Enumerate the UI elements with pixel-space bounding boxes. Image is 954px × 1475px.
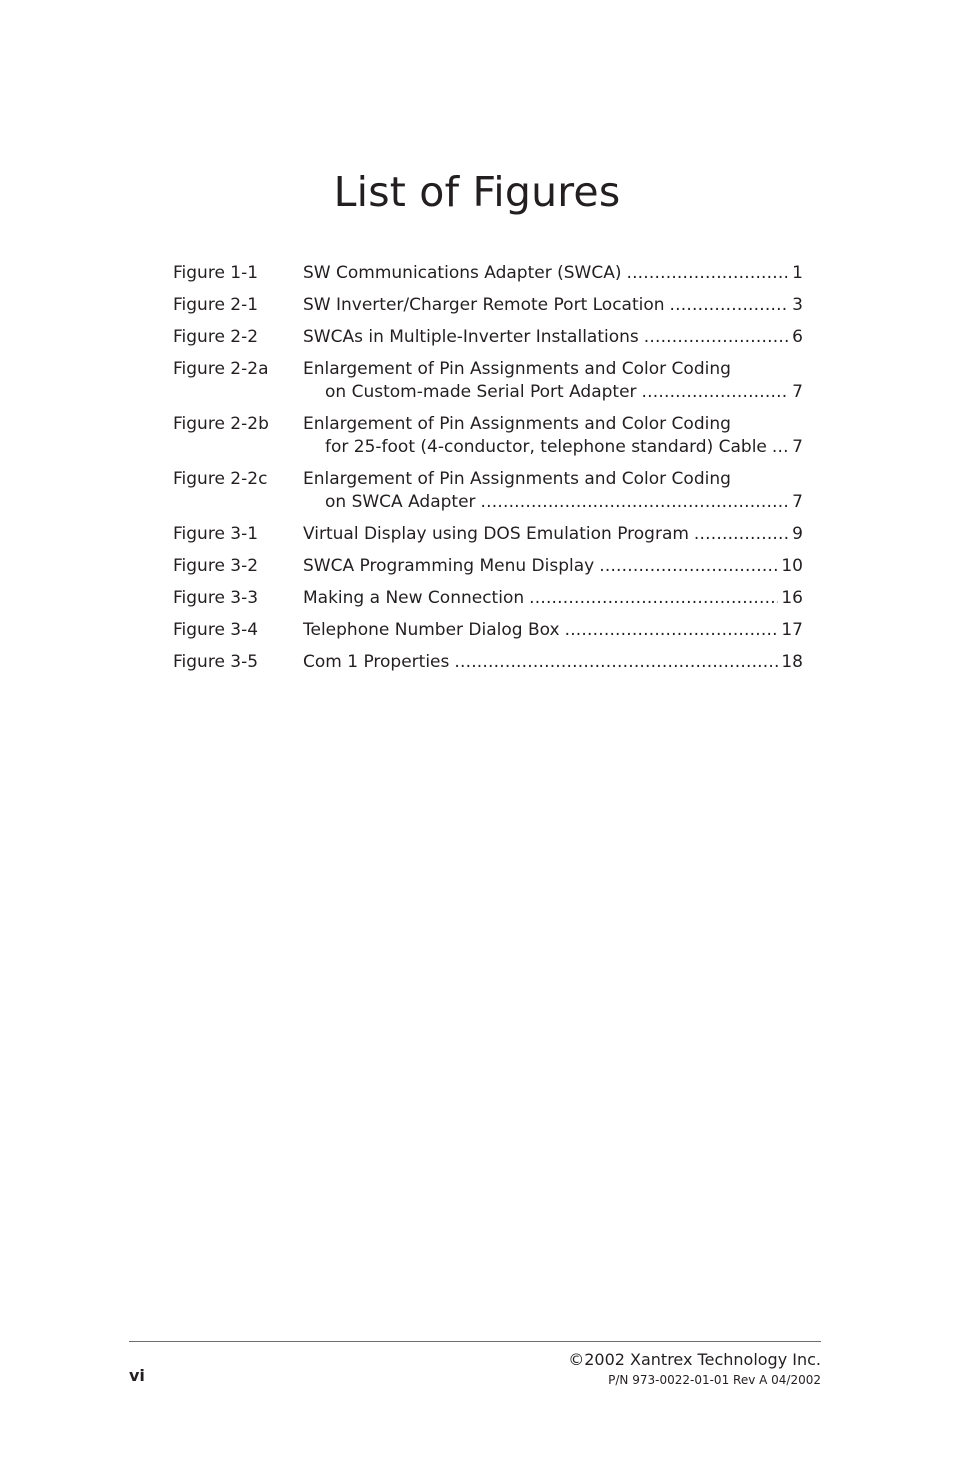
figure-caption: [303, 619, 803, 642]
figure-caption: [303, 294, 803, 317]
figure-entry: [173, 413, 803, 459]
page-reference: 16: [781, 588, 803, 608]
caption-text: for 25-foot (4-conductor, telephone standard) Cable: [325, 437, 767, 457]
caption-line: [303, 555, 803, 578]
caption-line: [303, 262, 803, 285]
caption-line: [303, 587, 803, 610]
caption-text: SWCA Programming Menu Display: [303, 556, 595, 576]
dot-leader: [481, 491, 790, 514]
figure-caption: [303, 413, 803, 459]
caption-text: on SWCA Adapter: [325, 492, 476, 512]
caption-text: Enlargement of Pin Assignments and Color Coding: [303, 469, 731, 489]
figure-entry: [173, 326, 803, 349]
caption-line: [303, 523, 803, 546]
dot-leader: [642, 381, 790, 404]
caption-line: [303, 381, 803, 404]
caption-line: [303, 294, 803, 317]
figure-entry: [173, 555, 803, 578]
dot-leader: [565, 619, 779, 642]
figure-entry: [173, 587, 803, 610]
figure-caption: [303, 468, 803, 514]
figure-caption: [303, 358, 803, 404]
figure-number: Figure 3-5: [173, 652, 259, 672]
caption-text: Telephone Number Dialog Box: [303, 620, 560, 640]
figure-number: Figure 2-2c: [173, 469, 268, 489]
figure-entry: [173, 619, 803, 642]
page-reference: 7: [792, 382, 803, 402]
caption-line: [303, 326, 803, 349]
footer-divider: [129, 1341, 821, 1342]
caption-line: [303, 436, 803, 459]
figure-number: Figure 3-3: [173, 588, 259, 608]
figure-number: Figure 3-1: [173, 524, 259, 544]
page-reference: 7: [792, 437, 803, 457]
figure-number: Figure 1-1: [173, 263, 259, 283]
dot-leader: [670, 294, 790, 317]
page-reference: 18: [781, 652, 803, 672]
figure-entry: [173, 651, 803, 674]
dot-leader: [772, 436, 789, 459]
figure-number: Figure 2-2a: [173, 359, 269, 379]
caption-text: Making a New Connection: [303, 588, 525, 608]
footer-copyright: ©2002 Xantrex Technology Inc.: [568, 1350, 821, 1369]
page-reference: 3: [792, 295, 803, 315]
figure-caption: [303, 262, 803, 285]
page-reference: 1: [792, 263, 803, 283]
dot-leader: [644, 326, 789, 349]
dot-leader: [529, 587, 778, 610]
caption-line: [303, 358, 803, 381]
caption-text: SW Communications Adapter (SWCA): [303, 263, 622, 283]
figure-list: [173, 262, 803, 683]
footer-page-number: vi: [129, 1366, 145, 1385]
dot-leader: [626, 262, 789, 285]
caption-line: [303, 491, 803, 514]
caption-text: SW Inverter/Charger Remote Port Location: [303, 295, 665, 315]
figure-caption: [303, 523, 803, 546]
figure-caption: [303, 326, 803, 349]
figure-entry: [173, 358, 803, 404]
caption-text: Com 1 Properties: [303, 652, 450, 672]
page-title: List of Figures: [333, 168, 621, 216]
dot-leader: [694, 523, 789, 546]
footer-part-number: P/N 973-0022-01-01 Rev A 04/2002: [608, 1373, 821, 1387]
figure-entry: [173, 262, 803, 285]
figure-caption: [303, 555, 803, 578]
caption-text: Enlargement of Pin Assignments and Color Coding: [303, 359, 731, 379]
caption-text: Virtual Display using DOS Emulation Program: [303, 524, 689, 544]
figure-entry: [173, 523, 803, 546]
dot-leader: [454, 651, 778, 674]
page-reference: 9: [792, 524, 803, 544]
page-reference: 7: [792, 492, 803, 512]
caption-line: [303, 619, 803, 642]
figure-number: Figure 2-2: [173, 327, 259, 347]
figure-number: Figure 2-2b: [173, 414, 269, 434]
page-reference: 17: [781, 620, 803, 640]
figure-entry: [173, 468, 803, 514]
figure-caption: [303, 651, 803, 674]
dot-leader: [599, 555, 778, 578]
caption-line: [303, 413, 803, 436]
page-reference: 10: [781, 556, 803, 576]
figure-caption: [303, 587, 803, 610]
figure-number: Figure 2-1: [173, 295, 259, 315]
caption-text: SWCAs in Multiple-Inverter Installations: [303, 327, 639, 347]
page-reference: 6: [792, 327, 803, 347]
caption-text: Enlargement of Pin Assignments and Color Coding: [303, 414, 731, 434]
figure-number: Figure 3-4: [173, 620, 259, 640]
figure-entry: [173, 294, 803, 317]
caption-line: [303, 651, 803, 674]
caption-text: on Custom-made Serial Port Adapter: [325, 382, 637, 402]
figure-number: Figure 3-2: [173, 556, 259, 576]
caption-line: [303, 468, 803, 491]
